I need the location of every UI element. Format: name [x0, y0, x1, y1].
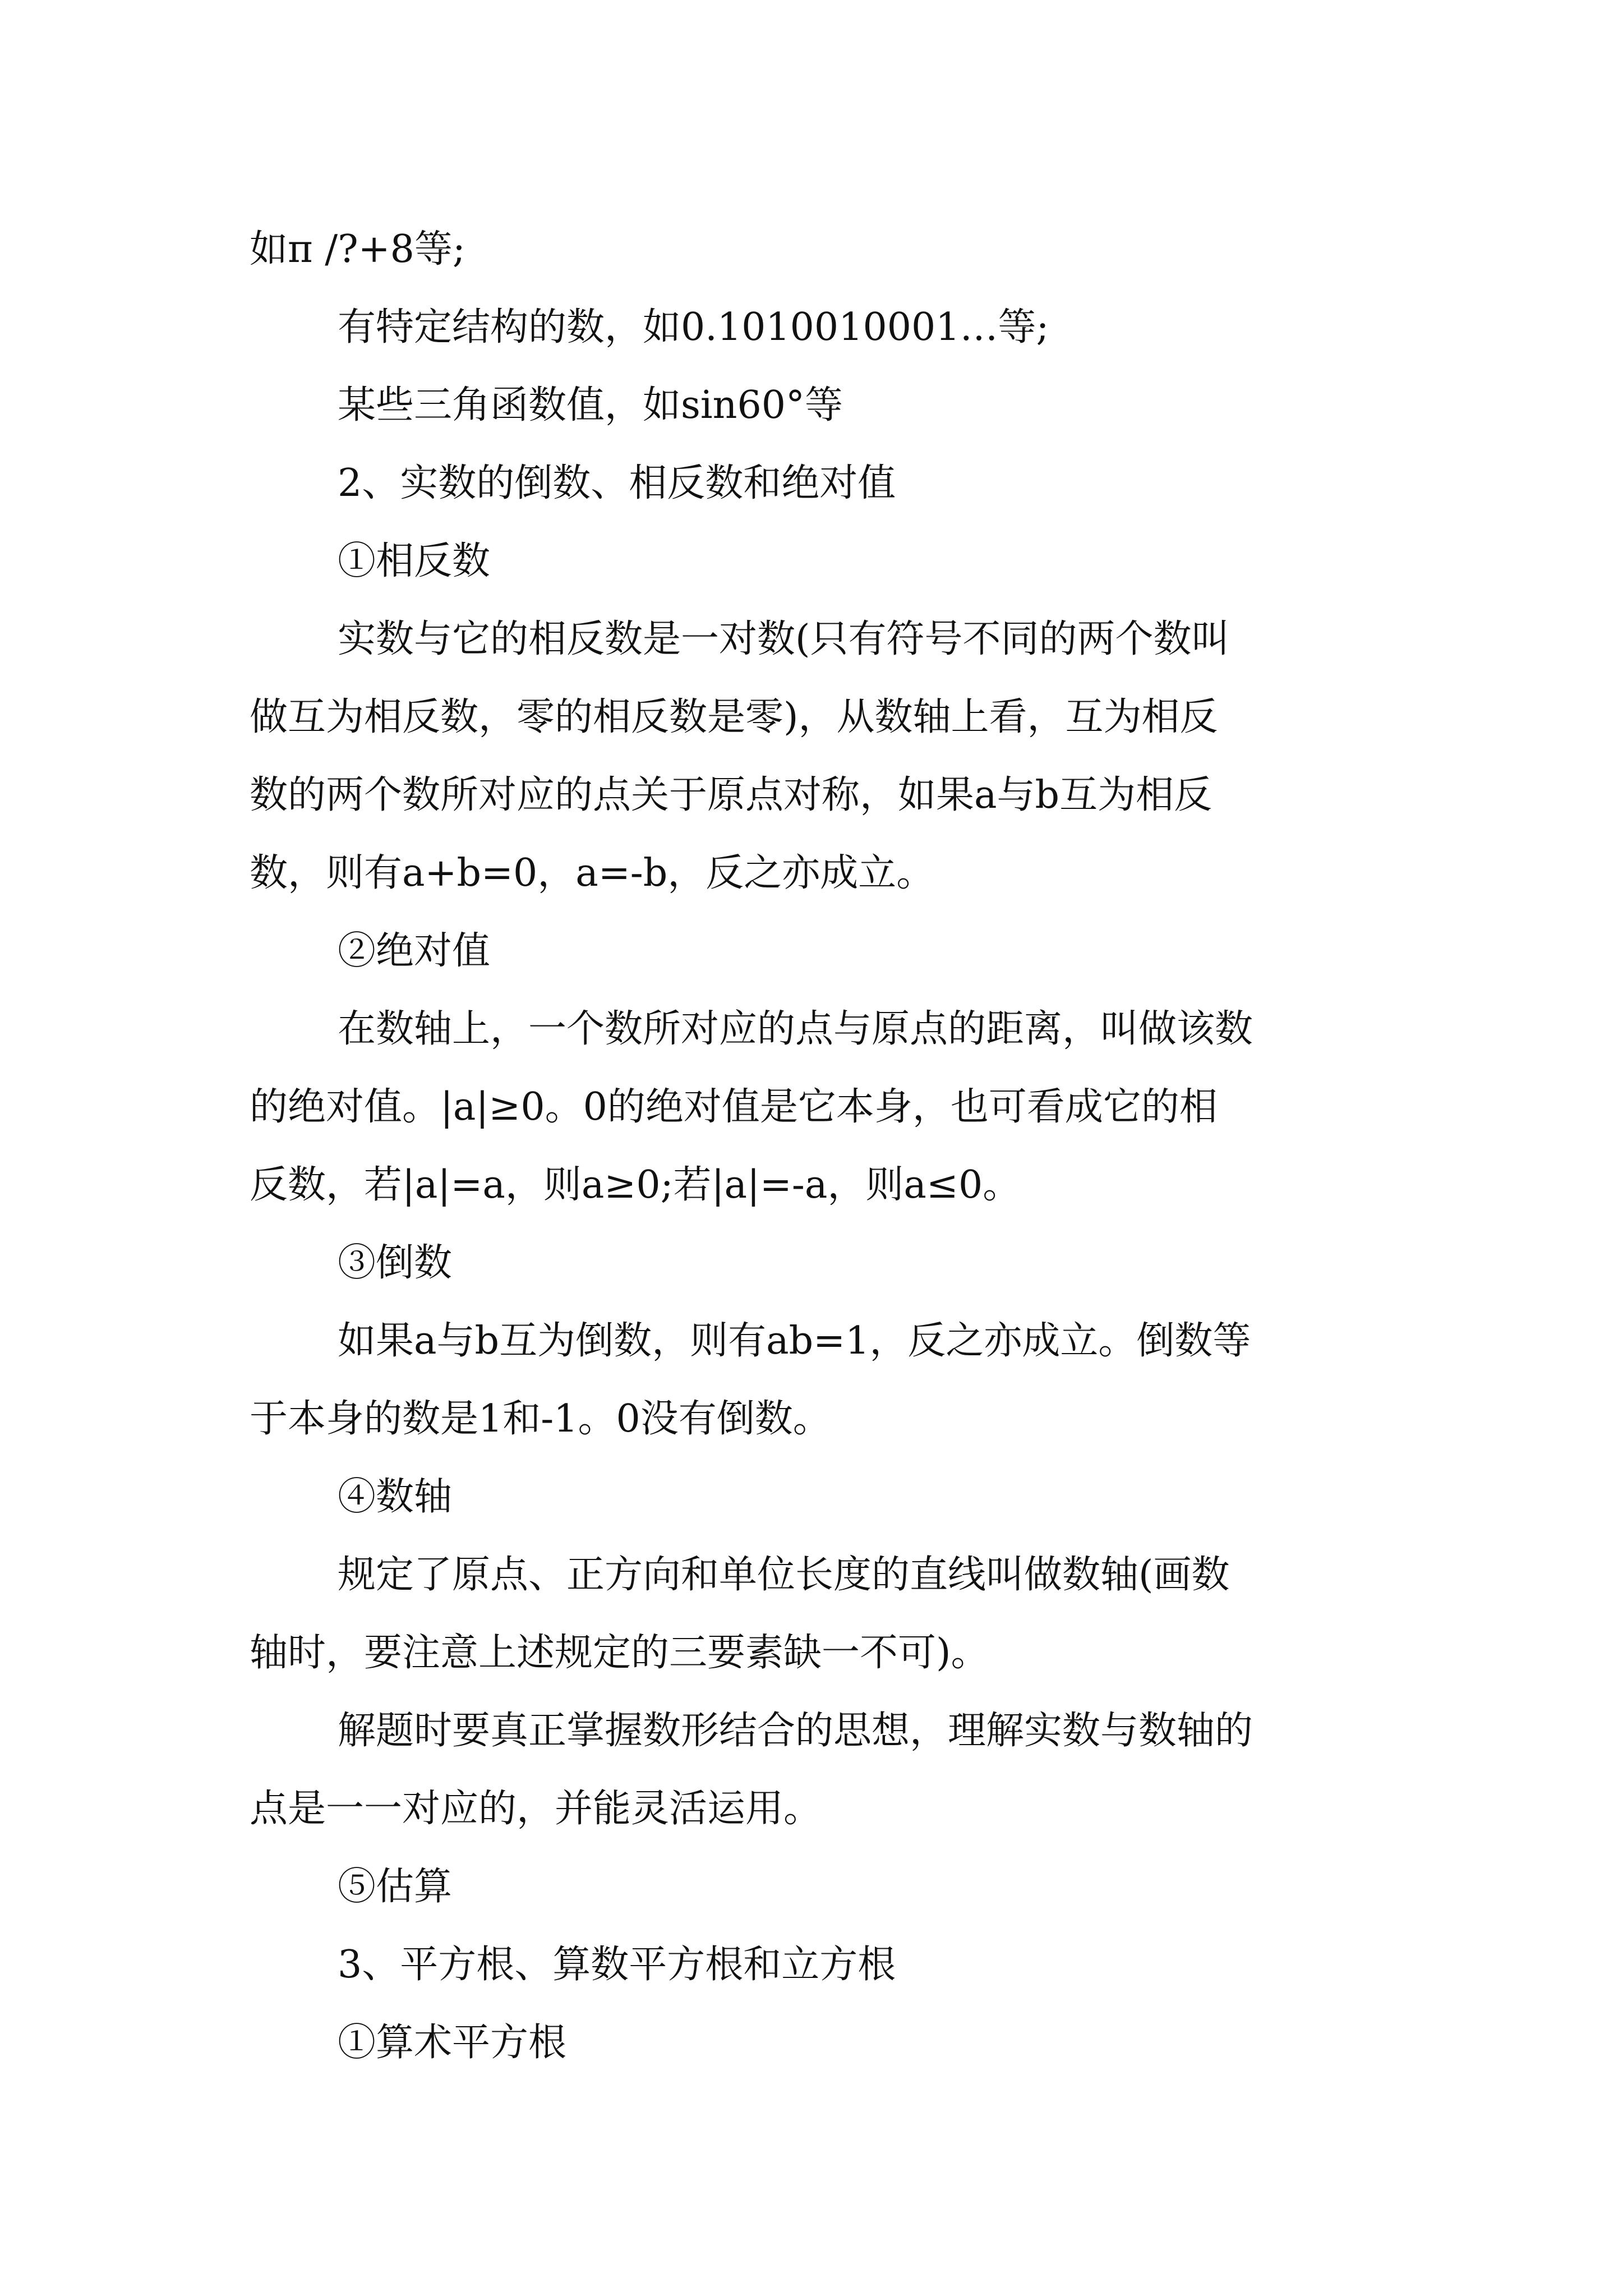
paragraph-line: 规定了原点、正方向和单位长度的直线叫做数轴(画数	[338, 1553, 1230, 1597]
paragraph-line: 反数，若|a|=a，则a≥0;若|a|=-a，则a≤0。	[250, 1163, 1021, 1207]
subheading-opposite-number: ①相反数	[338, 539, 491, 583]
text-line-pi-example: 如π /?+8等;	[250, 227, 465, 272]
paragraph-line: 做互为相反数，零的相反数是零)，从数轴上看，互为相反	[250, 695, 1218, 739]
paragraph-line: 实数与它的相反数是一对数(只有符号不同的两个数叫	[338, 617, 1230, 661]
subheading-number-axis: ④数轴	[338, 1475, 453, 1519]
paragraph-line: 于本身的数是1和-1。0没有倒数。	[250, 1397, 831, 1441]
paragraph-opposite-number	[250, 600, 1388, 912]
text-line-special-structure: 有特定结构的数，如0.1010010001…等;	[338, 305, 1049, 349]
document-body	[250, 210, 1388, 2082]
paragraph-line: 轴时，要注意上述规定的三要素缺一不可)。	[250, 1631, 989, 1675]
subheading-absolute-value: ②绝对值	[338, 929, 491, 973]
paragraph-line: 如果a与b互为倒数，则有ab=1，反之亦成立。倒数等	[338, 1319, 1251, 1363]
paragraph-reciprocal	[250, 1302, 1388, 1458]
subheading-reciprocal: ③倒数	[338, 1241, 453, 1285]
paragraph-problem-solving	[250, 1692, 1388, 1848]
paragraph-line: 的绝对值。|a|≥0。0的绝对值是它本身，也可看成它的相	[250, 1085, 1218, 1129]
paragraph-absolute-value	[250, 990, 1388, 1224]
text-line-trig-values: 某些三角函数值，如sin60°等	[338, 383, 843, 427]
paragraph-number-axis	[250, 1536, 1388, 1692]
paragraph-line: 在数轴上，一个数所对应的点与原点的距离，叫做该数	[338, 1007, 1253, 1051]
paragraph-line: 点是一一对应的，并能灵活运用。	[250, 1787, 822, 1831]
paragraph-line: 解题时要真正掌握数形结合的思想，理解实数与数轴的	[338, 1709, 1253, 1753]
section-heading-2: 2、实数的倒数、相反数和绝对值	[338, 461, 896, 505]
subheading-estimation: ⑤估算	[338, 1865, 453, 1909]
subheading-arithmetic-square-root: ①算术平方根	[338, 2021, 567, 2065]
paragraph-line: 数的两个数所对应的点关于原点对称，如果a与b互为相反	[250, 773, 1212, 817]
section-heading-3: 3、平方根、算数平方根和立方根	[338, 1943, 896, 1987]
paragraph-line: 数，则有a+b=0，a=-b，反之亦成立。	[250, 851, 935, 895]
